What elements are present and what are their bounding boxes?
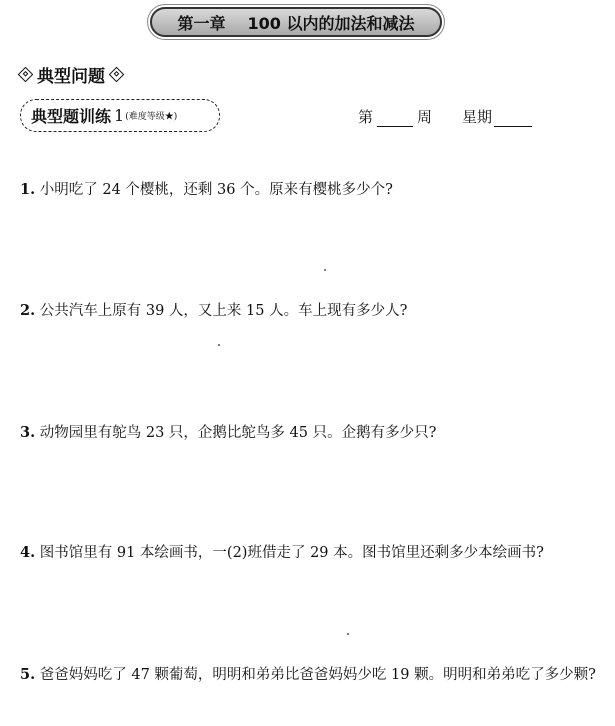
question-number: 5. <box>20 666 36 683</box>
question-3 <box>20 421 600 445</box>
section-title: 典型问题 <box>37 67 105 87</box>
question-text: 图书馆里有 91 本绘画书，一(2)班借走了 29 本。图书馆里还剩多少本绘画书? <box>39 545 544 561</box>
question-5 <box>20 663 600 687</box>
question-number: 4. <box>20 544 36 561</box>
question-number: 2. <box>20 302 36 319</box>
difficulty-note: (难度等级★) <box>125 112 178 122</box>
question-text: 动物园里有鸵鸟 23 只，企鹅比鸵鸟多 45 只。企鹅有多少只? <box>39 425 437 441</box>
diamond-icon <box>109 67 125 83</box>
question-1 <box>20 178 600 202</box>
scan-dot <box>218 344 220 346</box>
scan-dot <box>324 269 326 271</box>
question-text: 公共汽车上原有 39 人，又上来 15 人。车上现有多少人? <box>39 303 408 319</box>
question-text: 爸爸妈妈吃了 47 颗葡萄，明明和弟弟比爸爸妈妈少吃 19 颗。明明和弟弟吃了多少颗? <box>39 667 596 683</box>
weekday-blank[interactable] <box>494 110 532 127</box>
question-2 <box>20 299 600 323</box>
practice-title-box <box>20 99 220 132</box>
scan-dot <box>347 633 349 635</box>
chapter-banner <box>150 7 442 37</box>
week-blank[interactable] <box>377 110 413 127</box>
week-prefix: 第 <box>358 108 374 126</box>
question-number: 1. <box>20 181 36 198</box>
question-text: 小明吃了 24 个樱桃，还剩 36 个。原来有樱桃多少个? <box>39 182 393 198</box>
question-4 <box>20 541 600 565</box>
question-number: 3. <box>20 424 36 441</box>
section-heading <box>20 62 122 87</box>
practice-title: 典型题训练 <box>31 107 112 126</box>
date-line <box>358 106 532 127</box>
practice-number: 1 <box>114 106 125 125</box>
week-suffix: 周 <box>417 108 433 126</box>
chapter-title: 100 以内的加法和减法 <box>247 13 415 33</box>
chapter-label: 第一章 <box>177 13 226 33</box>
weekday-label: 星期 <box>462 108 493 126</box>
diamond-icon <box>18 67 34 83</box>
